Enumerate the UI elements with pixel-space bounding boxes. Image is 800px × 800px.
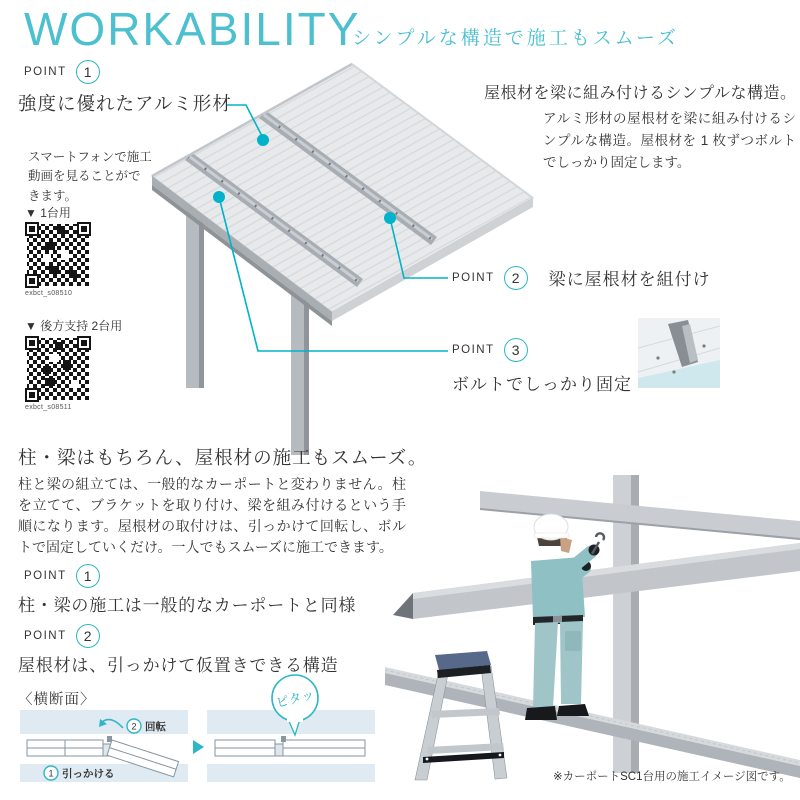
next-step-arrow [193,740,204,754]
bolt-detail-inset-image [638,318,720,388]
upper-beam [480,491,800,539]
mid-heading: 柱・梁はもちろん、屋根材の施工もスムーズ。 [18,447,428,468]
top-right-body: アルミ形材の屋根材を梁に組み付けるシンプルな構造。屋根材を 1 枚ずつボルトでしっかり固定します。 [543,111,796,170]
callout-dot-point3 [213,191,225,203]
point3-label: POINT [452,344,495,356]
mid-point2-title: 屋根材は、引っかけて仮置きできる構造 [18,656,339,675]
worker-face [560,537,572,553]
qr-code-1 [25,222,91,288]
worker-figure [525,514,604,720]
point3-header [452,338,528,362]
point1-title: 強度に優れたアルミ形材 [18,93,232,114]
mid-point2-header [24,624,100,648]
callout-dot-point1 [257,134,269,146]
step2-number: 2 [131,721,137,732]
qr1-label: ▼ 1台用 [25,206,71,220]
qr2-caption: exbct_s08511 [25,404,72,411]
step1-label: 引っかける [62,768,115,780]
worker-installation-illustration [385,465,800,785]
point2-title: 梁に屋根材を組付け [548,270,711,289]
point2-label: POINT [452,271,495,284]
mid-point1-title: 柱・梁の施工は一般的なカーポートと同様 [18,596,357,615]
page-subtitle: シンプルな構造で施工もスムーズ [352,28,679,49]
point2-number-badge: 2 [504,266,528,290]
point2-header [452,265,711,290]
cross-section-heading: 〈横断面〉 [18,692,96,708]
point1-header [24,60,100,84]
mid-point2-label: POINT [24,630,67,642]
qr2-label: ▼ 後方支持 2台用 [25,319,123,333]
step2-label: 回転 [145,721,166,733]
worker-illustration-note: ※カーポートSC1台用の施工イメージ図です。 [553,771,791,783]
qr-code-2 [25,336,91,402]
point1-number-badge: 1 [76,60,100,84]
mid-point1-header [24,564,100,588]
step-ladder [415,651,507,780]
point1-label: POINT [24,66,67,78]
page-title: WORKABILITY [24,3,361,55]
mid-point1-number-badge: 1 [76,564,100,588]
cross-section-diagram [15,670,377,790]
roof-isometric-illustration [60,55,540,465]
qr1-caption: exbct_s08510 [25,290,73,297]
mid-point1-label: POINT [24,570,67,582]
step1-number: 1 [48,768,54,779]
point3-title: ボルトでしっかり固定 [452,375,632,394]
mid-point2-number-badge: 2 [76,624,100,648]
top-right-heading: 屋根材を梁に組み付けるシンプルな構造。 [484,85,797,102]
point3-number-badge: 3 [504,338,528,362]
pita-bubble-text: ピタッ [274,686,316,711]
mid-body: 柱と梁の組立ては、一般的なカーポートと変わりません。柱を立てて、ブラケットを取り付け、梁を組み付けるという手順になります。屋根材の取付けは、引っかけて回転し、ボルトで固定していくだけ。一人でもスムーズに施工できます。 [18,476,406,555]
qr-intro-text: スマートフォンで施工動画を見ることができます。 [28,150,152,203]
callout-dot-point2 [384,212,396,224]
